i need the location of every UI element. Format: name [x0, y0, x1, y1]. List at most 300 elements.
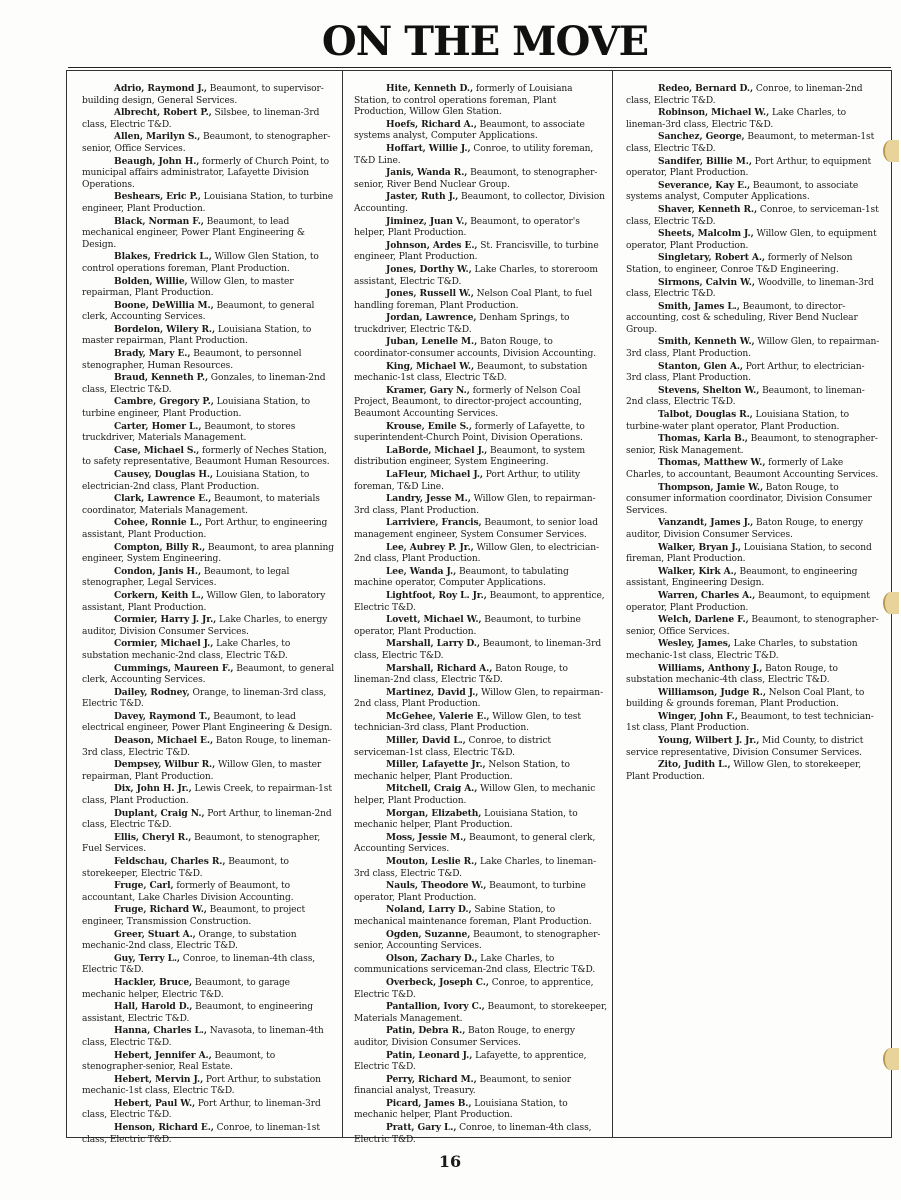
entry-detail: Beaumont, to general clerk, Accounting Services.: [82, 663, 335, 686]
entry-name: Moss, Jessie M.,: [386, 831, 467, 843]
entry-name: Sandifer, Billie M.,: [658, 155, 752, 167]
entry-name: Corkern, Keith L.,: [114, 589, 204, 601]
entry-name: Miller, David L.,: [386, 735, 466, 747]
entry-detail: Beaumont, to tabulating machine operator, Computer Applications.: [354, 566, 569, 589]
personnel-entry: [354, 904, 608, 928]
entry-detail: Willow Glen, to equipment operator, Plant Production.: [626, 229, 877, 251]
entry-detail: Louisiana Station, to second fireman, Plant Production.: [626, 542, 872, 565]
page-title: ON THE MOVE: [321, 18, 649, 65]
entry-detail: Willow Glen, to storekeeper, Plant Production.: [626, 760, 862, 782]
personnel-entry: [626, 301, 880, 337]
personnel-entry: [354, 566, 608, 590]
personnel-entry: [82, 493, 336, 517]
personnel-entry: [82, 251, 336, 275]
entry-name: Sanchez, George,: [658, 131, 745, 143]
entry-name: Marshall, Larry D.,: [386, 638, 480, 650]
personnel-entry: [354, 929, 608, 953]
entry-detail: Beaumont, to stenographer, Fuel Services.: [82, 832, 321, 855]
personnel-entry: [354, 614, 608, 638]
entry-detail: Lewis Creek, to repairman-1st class, Plant Production.: [82, 784, 332, 807]
entry-name: Hoffart, Willie J.,: [386, 142, 471, 154]
entry-name: Stevens, Shelton W.,: [658, 384, 760, 396]
entry-name: Patin, Debra R.,: [386, 1025, 466, 1037]
entry-detail: Port Arthur, to lineman-2nd class, Electric T&D.: [82, 808, 332, 831]
entry-name: Adrio, Raymond J.,: [114, 83, 207, 94]
personnel-entry: [626, 566, 880, 590]
entry-name: Smith, Kenneth W.,: [658, 336, 755, 348]
entry-detail: formerly of Nelson Station, to engineer, Conroe T&D Engineering.: [626, 253, 853, 275]
personnel-entry: [82, 1001, 336, 1025]
entry-name: King, Michael W.,: [386, 360, 475, 372]
entry-detail: Beaumont, to lead mechanical engineer, Power Plant Engineering & Design.: [82, 216, 305, 250]
entry-name: Hackler, Bruce,: [114, 976, 193, 988]
entry-detail: Willow Glen, to repairman-3rd class, Plant Production.: [626, 337, 880, 360]
entry-name: Lightfoot, Roy L. Jr.,: [386, 589, 487, 601]
entry-name: Stanton, Glen A.,: [658, 360, 743, 372]
entry-detail: Baton Rouge, to consumer information coordinator, Division Consumer Services.: [626, 482, 872, 516]
entry-detail: Port Arthur, to substation mechanic-1st class, Electric T&D.: [82, 1074, 321, 1097]
entry-detail: Beaumont, to stenographer-senior, Office Services.: [626, 615, 879, 637]
personnel-entry: [626, 361, 880, 385]
entry-detail: formerly of Neches Station, to safety representative, Beaumont Human Resources.: [82, 445, 330, 468]
personnel-entry: [82, 469, 336, 493]
entry-name: Zito, Judith L.,: [658, 759, 731, 771]
entry-detail: Lake Charles, to lineman-3rd class, Electric T&D.: [626, 108, 847, 130]
entry-name: Olson, Zachary D.,: [386, 952, 478, 964]
entry-name: Jones, Russell W.,: [386, 288, 474, 300]
personnel-entry: [82, 421, 336, 445]
personnel-entry: [626, 156, 880, 180]
entry-detail: Conroe, to serviceman-1st class, Electric T&D.: [626, 204, 879, 227]
personnel-entry: [626, 482, 880, 518]
entry-name: Greer, Stuart A.,: [114, 928, 196, 940]
entry-name: Beaugh, John H.,: [114, 155, 200, 167]
personnel-entry: [82, 638, 336, 662]
entry-name: Boone, DeWillia M.,: [114, 299, 214, 311]
entry-name: Robinson, Michael W.,: [658, 107, 770, 119]
entry-detail: Louisiana Station, to master repairman, Plant Production.: [82, 324, 312, 347]
personnel-entry: [354, 119, 608, 143]
personnel-entry: [354, 517, 608, 541]
personnel-entry: [82, 445, 336, 469]
personnel-entry: [354, 240, 608, 264]
entry-detail: Beaumont, to stores truckdriver, Materials Management.: [82, 421, 296, 444]
entry-name: Vanzandt, James J.,: [658, 517, 754, 529]
personnel-entry: [82, 1122, 336, 1146]
entry-name: Redeo, Bernard D.,: [658, 83, 754, 94]
column-divider: [612, 70, 613, 1138]
entry-detail: Lake Charles, to substation mechanic-2nd class, Electric T&D.: [82, 639, 291, 661]
entry-detail: Beaumont, to general clerk, Accounting Services.: [354, 832, 596, 855]
entry-name: Dempsey, Wilbur R.,: [114, 759, 216, 771]
entry-detail: Gonzales, to lineman-2nd class, Electric T&D.: [82, 373, 326, 395]
personnel-entry: [82, 1050, 336, 1074]
personnel-entry: [354, 687, 608, 711]
title-rule: [68, 67, 891, 68]
entry-detail: Beaumont, to storekeeper, Materials Management.: [354, 1002, 608, 1024]
entry-name: Hite, Kenneth D.,: [386, 83, 474, 94]
personnel-entry: [354, 143, 608, 167]
entry-name: Juban, Lenelle M.,: [386, 336, 478, 348]
entry-name: Kramer, Gary N.,: [386, 384, 470, 396]
personnel-entry: [626, 759, 880, 783]
personnel-entry: [354, 445, 608, 469]
personnel-entry: [626, 663, 880, 687]
entry-detail: Beaumont, to personnel stenographer, Human Resources.: [82, 349, 302, 371]
personnel-entry: [82, 711, 336, 735]
entry-detail: Baton Rouge, to lineman-2nd class, Electric T&D.: [354, 663, 568, 686]
personnel-entry: [354, 663, 608, 687]
entry-name: Thompson, Jamie W.,: [658, 481, 764, 493]
personnel-entry: [82, 131, 336, 155]
entry-detail: Beaumont, to engineering assistant, Electric T&D.: [82, 1002, 314, 1024]
entry-detail: Beaumont, to garage mechanic helper, Electric T&D.: [82, 977, 290, 1000]
personnel-entry: [626, 277, 880, 301]
entry-detail: Port Arthur, to engineering assistant, Plant Production.: [82, 518, 328, 540]
entry-detail: Beaumont, to area planning engineer, System Engineering.: [82, 542, 334, 565]
entry-detail: Beaumont, to associate systems analyst, Computer Applications.: [626, 180, 859, 203]
personnel-entry: [82, 977, 336, 1001]
personnel-entry: [82, 348, 336, 372]
entry-name: Fruge, Richard W.,: [114, 904, 207, 916]
entry-name: Ellis, Cheryl R.,: [114, 831, 192, 843]
entry-detail: Orange, to lineman-3rd class, Electric T&D.: [82, 687, 327, 710]
entry-detail: Conroe, to utility foreman, T&D Line.: [354, 143, 594, 166]
personnel-entry: [354, 361, 608, 385]
personnel-entry: [354, 167, 608, 191]
entry-detail: Beaumont, to engineering assistant, Engineering Design.: [626, 566, 858, 589]
entry-detail: Beaumont, to director-accounting, cost & scheduling, River Bend Nuclear Group.: [626, 301, 858, 335]
entry-detail: Louisiana Station, to turbine engineer, Plant Production.: [82, 397, 311, 420]
entry-name: Case, Michael S.,: [114, 444, 200, 456]
entry-detail: Louisiana Station, to mechanic helper, Plant Production.: [354, 1098, 568, 1121]
personnel-entry: [626, 687, 880, 711]
entry-detail: Conroe, to lineman-2nd class, Electric T&D.: [626, 84, 863, 106]
entry-name: Lee, Aubrey P. Jr.,: [386, 541, 474, 553]
personnel-entry: [354, 421, 608, 445]
personnel-entry: [354, 856, 608, 880]
entry-detail: formerly of Beaumont, to accountant, Lake Charles Division Accounting.: [82, 881, 294, 903]
entry-detail: Beaumont, to lead electrical engineer, Power Plant Engineering & Design.: [82, 711, 333, 734]
personnel-entry: [354, 288, 608, 312]
personnel-entry: [626, 107, 880, 131]
entry-detail: Port Arthur, to lineman-3rd class, Electric T&D.: [82, 1098, 321, 1121]
entry-name: Sirmons, Calvin W.,: [658, 276, 755, 288]
entry-detail: Lake Charles, to energy auditor, Division Consumer Services.: [82, 615, 328, 637]
entry-name: Compton, Billy R.,: [114, 541, 206, 553]
personnel-entry: [626, 252, 880, 276]
entry-name: Welch, Darlene F.,: [658, 614, 749, 626]
entry-detail: Willow Glen, to repairman-3rd class, Plant Production.: [354, 494, 596, 516]
entry-detail: Beaumont, to legal stenographer, Legal Services.: [82, 566, 290, 589]
entry-name: Johnson, Ardes E.,: [386, 239, 478, 251]
entry-detail: Conroe, to lineman-1st class, Electric T&D.: [82, 1123, 320, 1145]
personnel-entry: [82, 1025, 336, 1049]
personnel-entry: [354, 385, 608, 421]
entry-name: Cambre, Gregory P.,: [114, 396, 214, 408]
entry-detail: Lake Charles, to substation mechanic-1st class, Electric T&D.: [626, 639, 858, 661]
personnel-entry: [354, 1050, 608, 1074]
personnel-entry: [82, 735, 336, 759]
personnel-entry: [626, 542, 880, 566]
personnel-entry: [82, 156, 336, 192]
entry-detail: formerly of Church Point, to municipal affairs administrator, Lafayette Division Operations.: [82, 156, 329, 190]
entry-detail: Denham Springs, to truckdriver, Electric T&D.: [354, 313, 570, 335]
entry-name: McGehee, Valerie E.,: [386, 710, 490, 722]
entry-detail: Beaumont, to apprentice, Electric T&D.: [354, 590, 605, 613]
entry-name: LaFleur, Michael J.,: [386, 469, 483, 480]
entry-detail: Beaumont, to substation mechanic-1st class, Electric T&D.: [354, 361, 588, 384]
entry-name: Mouton, Leslie R.,: [386, 856, 478, 867]
personnel-entry: [82, 276, 336, 300]
entry-name: Dailey, Rodney,: [114, 686, 190, 698]
entry-name: Dix, John H. Jr.,: [114, 783, 192, 795]
personnel-entry: [354, 1001, 608, 1025]
entry-name: Young, Wilbert J. Jr.,: [658, 735, 760, 747]
entry-detail: Conroe, to lineman-4th class, Electric T&D.: [82, 953, 316, 976]
personnel-entry: [626, 590, 880, 614]
entry-detail: Lafayette, to apprentice, Electric T&D.: [354, 1050, 587, 1073]
entry-detail: Beaumont, to stenographer-senior, River Bend Nuclear Group.: [354, 168, 598, 190]
entry-name: Talbot, Douglas R.,: [658, 409, 753, 421]
entry-detail: Silsbee, to lineman-3rd class, Electric T&D.: [82, 108, 320, 130]
entry-detail: Orange, to substation mechanic-2nd class, Electric T&D.: [82, 929, 297, 952]
entry-name: Overbeck, Joseph C.,: [386, 976, 489, 988]
entry-name: Walker, Bryan J.,: [658, 541, 741, 553]
personnel-entry: [82, 517, 336, 541]
entry-name: Allen, Marilyn S.,: [114, 131, 201, 143]
entry-detail: Nelson Station, to mechanic helper, Plant Production.: [354, 760, 570, 782]
entry-name: Causey, Douglas H.,: [114, 469, 213, 480]
entry-detail: St. Francisville, to turbine engineer, Plant Production.: [354, 240, 599, 263]
personnel-entry: [626, 614, 880, 638]
entry-name: Jiminez, Juan V.,: [386, 215, 468, 227]
personnel-entry: [82, 929, 336, 953]
entry-detail: formerly of Lafayette, to superintendent-Church Point, Division Operations.: [354, 421, 585, 444]
entry-detail: Beaumont, to associate systems analyst, Computer Applications.: [354, 119, 585, 142]
personnel-entry: [354, 1122, 608, 1146]
entry-detail: Willow Glen Station, to control operations foreman, Plant Production.: [82, 252, 319, 274]
personnel-entry: [82, 663, 336, 687]
personnel-entry: [82, 590, 336, 614]
entry-detail: Beaumont, to equipment operator, Plant Production.: [626, 590, 870, 613]
entry-detail: Beaumont, to stenographer-senior, Risk Management.: [626, 434, 878, 456]
entry-name: Ogden, Suzanne,: [386, 928, 471, 940]
entry-detail: Baton Rouge, to energy auditor, Division Consumer Services.: [354, 1026, 575, 1048]
entry-detail: Beaumont, to turbine operator, Plant Production.: [354, 881, 586, 903]
personnel-entry: [626, 228, 880, 252]
personnel-entry: [626, 457, 880, 481]
entry-detail: Conroe, to apprentice, Electric T&D.: [354, 977, 594, 1000]
entry-name: Miller, Lafayette Jr.,: [386, 759, 486, 771]
entry-detail: Louisiana Station, to electrician-2nd class, Plant Production.: [82, 470, 310, 492]
entry-detail: Louisiana Station, to mechanic helper, Plant Production.: [354, 808, 578, 831]
entry-detail: Beaumont, to materials coordinator, Materials Management.: [82, 494, 320, 516]
entry-name: Mitchell, Craig A.,: [386, 783, 478, 795]
personnel-entry: [354, 735, 608, 759]
personnel-entry: [354, 711, 608, 735]
personnel-entry: [82, 191, 336, 215]
entry-name: Bolden, Willie,: [114, 275, 188, 287]
personnel-entry: [82, 396, 336, 420]
entry-detail: Beaumont, to operator's helper, Plant Production.: [354, 216, 580, 239]
entry-name: Carter, Homer L.,: [114, 420, 202, 432]
personnel-entry: [82, 687, 336, 711]
entry-name: Henson, Richard E.,: [114, 1122, 214, 1134]
entry-name: Cummings, Maureen F.,: [114, 662, 234, 674]
personnel-entry: [354, 1025, 608, 1049]
personnel-entry: [82, 904, 336, 928]
entry-name: Lovett, Michael W.,: [386, 614, 482, 626]
personnel-entry: [82, 372, 336, 396]
entry-detail: Willow Glen, to test technician-3rd class, Plant Production.: [354, 711, 581, 734]
entry-name: Janis, Wanda R.,: [386, 167, 468, 179]
entry-name: Deason, Michael E.,: [114, 735, 214, 747]
personnel-entry: [626, 433, 880, 457]
personnel-entry: [626, 385, 880, 409]
entry-name: Cohee, Ronnie L.,: [114, 517, 203, 529]
entry-name: Smith, James L.,: [658, 300, 740, 312]
entry-name: Thomas, Matthew W.,: [658, 457, 766, 469]
entry-detail: Beaumont, to lineman-3rd class, Electric T&D.: [354, 639, 602, 661]
personnel-entry: [82, 759, 336, 783]
entry-name: Hall, Harold D.,: [114, 1001, 193, 1013]
entry-detail: Baton Rouge, to substation mechanic-4th class, Electric T&D.: [626, 663, 838, 686]
personnel-entry: [354, 312, 608, 336]
entry-name: Noland, Larry D.,: [386, 904, 472, 916]
personnel-entry: [82, 880, 336, 904]
entry-detail: Baton Rouge, to energy auditor, Division Consumer Services.: [626, 518, 863, 540]
personnel-entry: [82, 542, 336, 566]
entry-name: Guy, Terry L.,: [114, 952, 180, 964]
personnel-entry: [354, 191, 608, 215]
personnel-entry: [354, 783, 608, 807]
entry-detail: Beaumont, to stenographer-senior, Office Services.: [82, 132, 331, 154]
entry-detail: Beaumont, to storekeeper, Electric T&D.: [82, 857, 289, 879]
entry-name: Severance, Kay E.,: [658, 179, 751, 191]
personnel-entry: [626, 336, 880, 360]
entry-name: Sheets, Malcolm J.,: [658, 228, 754, 240]
entry-detail: Beaumont, to lineman-2nd class, Electric T&D.: [626, 385, 865, 408]
personnel-entry: [82, 856, 336, 880]
personnel-entry: [626, 204, 880, 228]
personnel-entry: [626, 83, 880, 107]
entry-name: Marshall, Richard A.,: [386, 662, 493, 674]
entry-detail: Navasota, to lineman-4th class, Electric T&D.: [82, 1026, 324, 1048]
entry-detail: Louisiana Station, to turbine engineer, Plant Production.: [82, 192, 334, 214]
personnel-entry: [626, 517, 880, 541]
entry-detail: Beaumont, to stenographer-senior, Real Estate.: [82, 1050, 276, 1073]
personnel-entry: [354, 216, 608, 240]
entry-detail: Beaumont, to test technician-1st class, Plant Production.: [626, 711, 874, 734]
personnel-entry: [626, 735, 880, 759]
entry-detail: Beaumont, to supervisor-building design, General Services.: [82, 84, 324, 106]
page-number: 16: [438, 1152, 462, 1171]
entry-name: Thomas, Karla B.,: [658, 433, 748, 445]
entry-detail: formerly of Lake Charles, to accountant, Beaumont Accounting Services.: [626, 458, 879, 480]
personnel-entry: [82, 808, 336, 832]
entry-name: LaBorde, Michael J.,: [386, 444, 488, 456]
entry-name: Hebert, Jennifer A.,: [114, 1049, 212, 1061]
column-3: [626, 83, 880, 783]
entry-name: Wesley, James,: [658, 638, 731, 650]
personnel-entry: [626, 711, 880, 735]
entry-name: Beshears, Eric P.,: [114, 191, 201, 203]
entry-name: Winger, John F.,: [658, 710, 738, 722]
entry-name: Blakes, Fredrick L.,: [114, 251, 212, 263]
entry-detail: Beaumont, to project engineer, Transmission Construction.: [82, 905, 306, 927]
entry-name: Condon, Janis H.,: [114, 565, 202, 577]
entry-detail: Baton Rouge, to coordinator-consumer accounts, Division Accounting.: [354, 337, 597, 360]
entry-detail: Lake Charles, to storeroom assistant, Electric T&D.: [354, 264, 598, 287]
entry-detail: Willow Glen, to repairman-2nd class, Plant Production.: [354, 687, 604, 710]
entry-detail: Beaumont, to senior load management engineer, System Consumer Services.: [354, 518, 598, 540]
personnel-entry: [354, 264, 608, 288]
page-tab-mark: [883, 1048, 899, 1070]
personnel-entry: [354, 808, 608, 832]
entry-name: Davey, Raymond T.,: [114, 710, 211, 722]
entry-detail: Willow Glen, to laboratory assistant, Plant Production.: [82, 590, 326, 613]
entry-name: Patin, Leonard J.,: [386, 1049, 473, 1061]
personnel-entry: [82, 216, 336, 252]
personnel-entry: [354, 493, 608, 517]
entry-name: Jones, Dorthy W.,: [386, 263, 472, 275]
entry-name: Braud, Kenneth P.,: [114, 372, 209, 384]
entry-name: Martinez, David J.,: [386, 686, 479, 698]
personnel-entry: [82, 83, 336, 107]
personnel-entry: [354, 469, 608, 493]
entry-name: Pratt, Gary L.,: [386, 1122, 457, 1134]
entry-name: Williams, Anthony J.,: [658, 662, 763, 674]
personnel-entry: [354, 638, 608, 662]
entry-detail: Beaumont, to collector, Division Accounting.: [354, 192, 605, 214]
entry-detail: Port Arthur, to electrician-3rd class, Plant Production.: [626, 361, 865, 384]
entry-name: Clark, Lawrence E.,: [114, 493, 212, 505]
entry-detail: Willow Glen, to electrician-2nd class, Plant Production.: [354, 542, 600, 565]
entry-detail: formerly of Louisiana Station, to control operations foreman, Plant Production, Willow Glen Station.: [354, 84, 573, 118]
personnel-entry: [82, 324, 336, 348]
entry-name: Black, Norman F.,: [114, 215, 204, 227]
entry-name: Hebert, Paul W.,: [114, 1097, 196, 1109]
personnel-entry: [354, 83, 608, 119]
entry-detail: Beaumont, to stenographer-senior, Accounting Services.: [354, 929, 601, 952]
entry-name: Hebert, Mervin J.,: [114, 1073, 204, 1085]
personnel-entry: [82, 1074, 336, 1098]
entry-name: Singletary, Robert A.,: [658, 252, 765, 264]
entry-detail: Nelson Coal Plant, to fuel handling foreman, Plant Production.: [354, 289, 593, 311]
entry-detail: Conroe, to lineman-4th class, Electric T&D.: [354, 1123, 592, 1145]
personnel-entry: [82, 953, 336, 977]
entry-name: Brady, Mary E.,: [114, 348, 191, 360]
personnel-entry: [354, 759, 608, 783]
entry-detail: Conroe, to district serviceman-1st class, Electric T&D.: [354, 736, 551, 758]
personnel-entry: [626, 180, 880, 204]
personnel-entry: [354, 1074, 608, 1098]
entry-name: Morgan, Elizabeth,: [386, 807, 482, 819]
personnel-entry: [626, 638, 880, 662]
entry-detail: Willow Glen, to mechanic helper, Plant Production.: [354, 784, 596, 807]
personnel-entry: [626, 409, 880, 433]
entry-name: Bordelon, Wilery R.,: [114, 323, 216, 335]
entry-detail: Port Arthur, to utility foreman, T&D Line.: [354, 470, 581, 492]
personnel-entry: [354, 1098, 608, 1122]
entry-name: Hoefs, Richard A.,: [386, 118, 477, 130]
entry-detail: Beaumont, to general clerk, Accounting Services.: [82, 300, 315, 323]
entry-name: Feldschau, Charles R.,: [114, 856, 226, 867]
personnel-entry: [82, 832, 336, 856]
entry-name: Lee, Wanda J.,: [386, 565, 457, 577]
entry-detail: Beaumont, to senior financial analyst, Treasury.: [354, 1074, 571, 1097]
